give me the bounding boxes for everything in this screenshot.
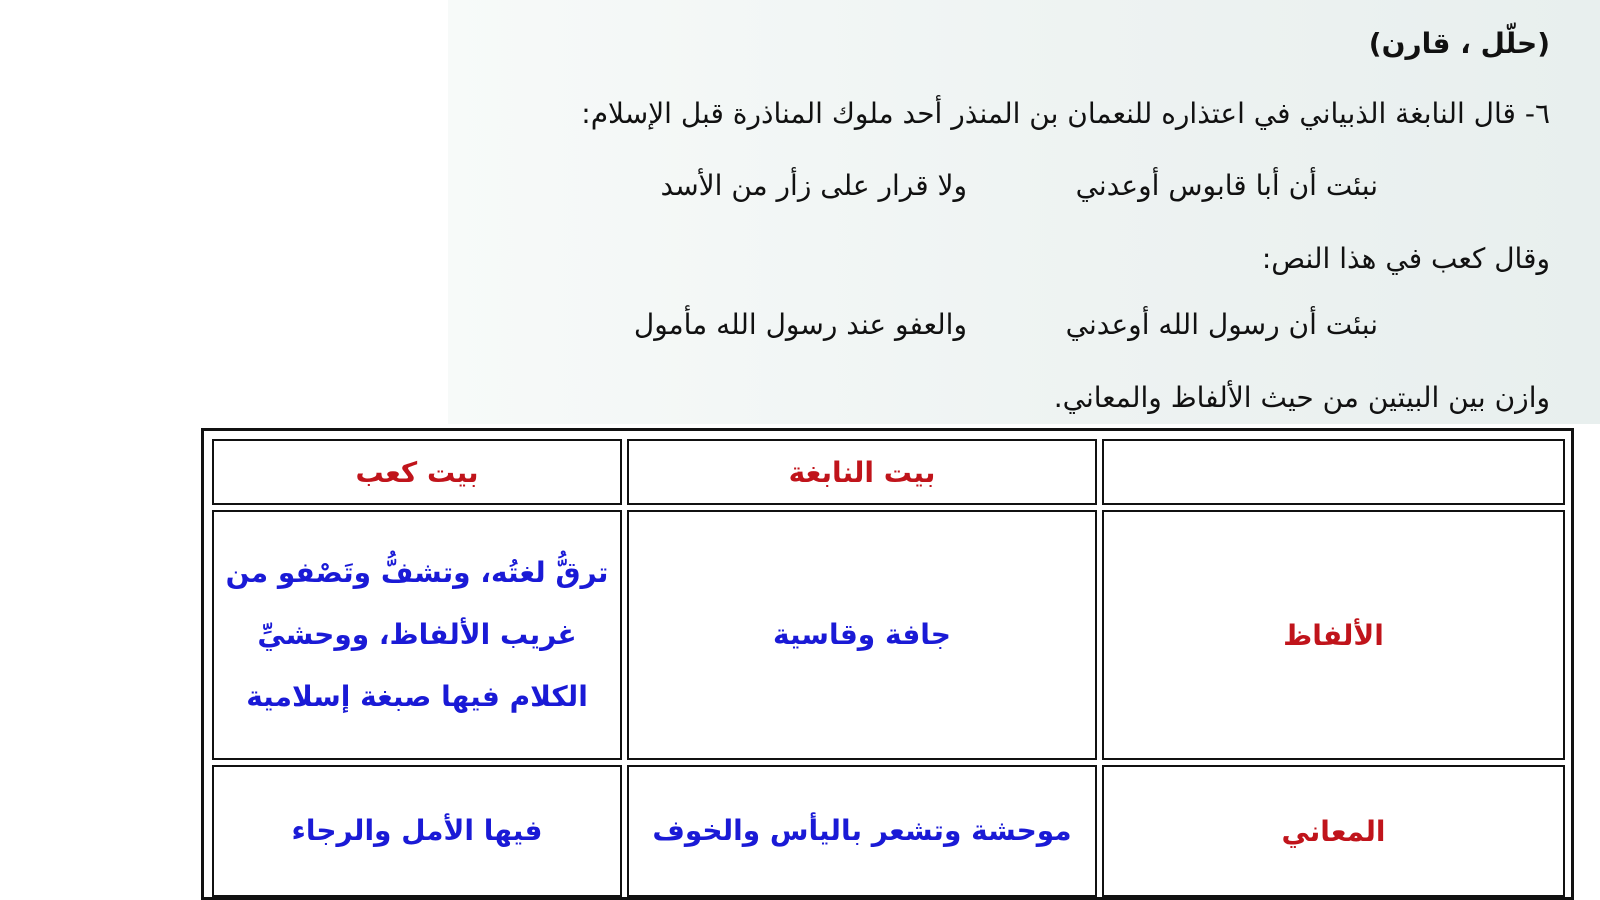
kaab-meanings-cell: فيها الأمل والرجاء: [212, 765, 622, 897]
kaab-verse-second-half: والعفو عند رسول الله مأمول: [633, 308, 967, 341]
question-prompt: ٦- قال النابغة الذبياني في اعتذاره للنعمان بن المنذر أحد ملوك المناذرة قبل الإسلام:: [581, 97, 1550, 130]
kaab-verse-first-half: نبئت أن رسول الله أوعدني: [1065, 308, 1378, 341]
comparison-table-frame: [201, 428, 1574, 900]
comparison-task: وازن بين البيتين من حيث الألفاظ والمعاني.: [1053, 381, 1550, 414]
table-header-row: [212, 439, 1565, 505]
question-panel: [448, 0, 1600, 424]
header-kaab-cell: بيت كعب: [212, 439, 622, 505]
kaab-words-cell: ترقُّ لغتُه، وتشفُّ وتَصْفو من غريب الألفاظ، ووحشيِّ الكلام فيها صبغة إسلامية: [212, 510, 622, 760]
row-label-words: الألفاظ: [1102, 510, 1565, 760]
kaab-intro: وقال كعب في هذا النص:: [1261, 242, 1550, 275]
table-row: [212, 765, 1565, 897]
comparison-table: [207, 434, 1570, 900]
nabigha-meanings-cell: موحشة وتشعر باليأس والخوف: [627, 765, 1097, 897]
header-nabigha-cell: بيت النابغة: [627, 439, 1097, 505]
nabigha-verse-first-half: نبئت أن أبا قابوس أوعدني: [1075, 169, 1378, 202]
nabigha-words-cell: جافة وقاسية: [627, 510, 1097, 760]
question-instruction: (حلّل ، قارن): [1368, 27, 1550, 60]
row-label-meanings: المعاني: [1102, 765, 1565, 897]
header-label-cell: [1102, 439, 1565, 505]
nabigha-verse-second-half: ولا قرار على زأر من الأسد: [660, 169, 967, 202]
table-row: [212, 510, 1565, 760]
